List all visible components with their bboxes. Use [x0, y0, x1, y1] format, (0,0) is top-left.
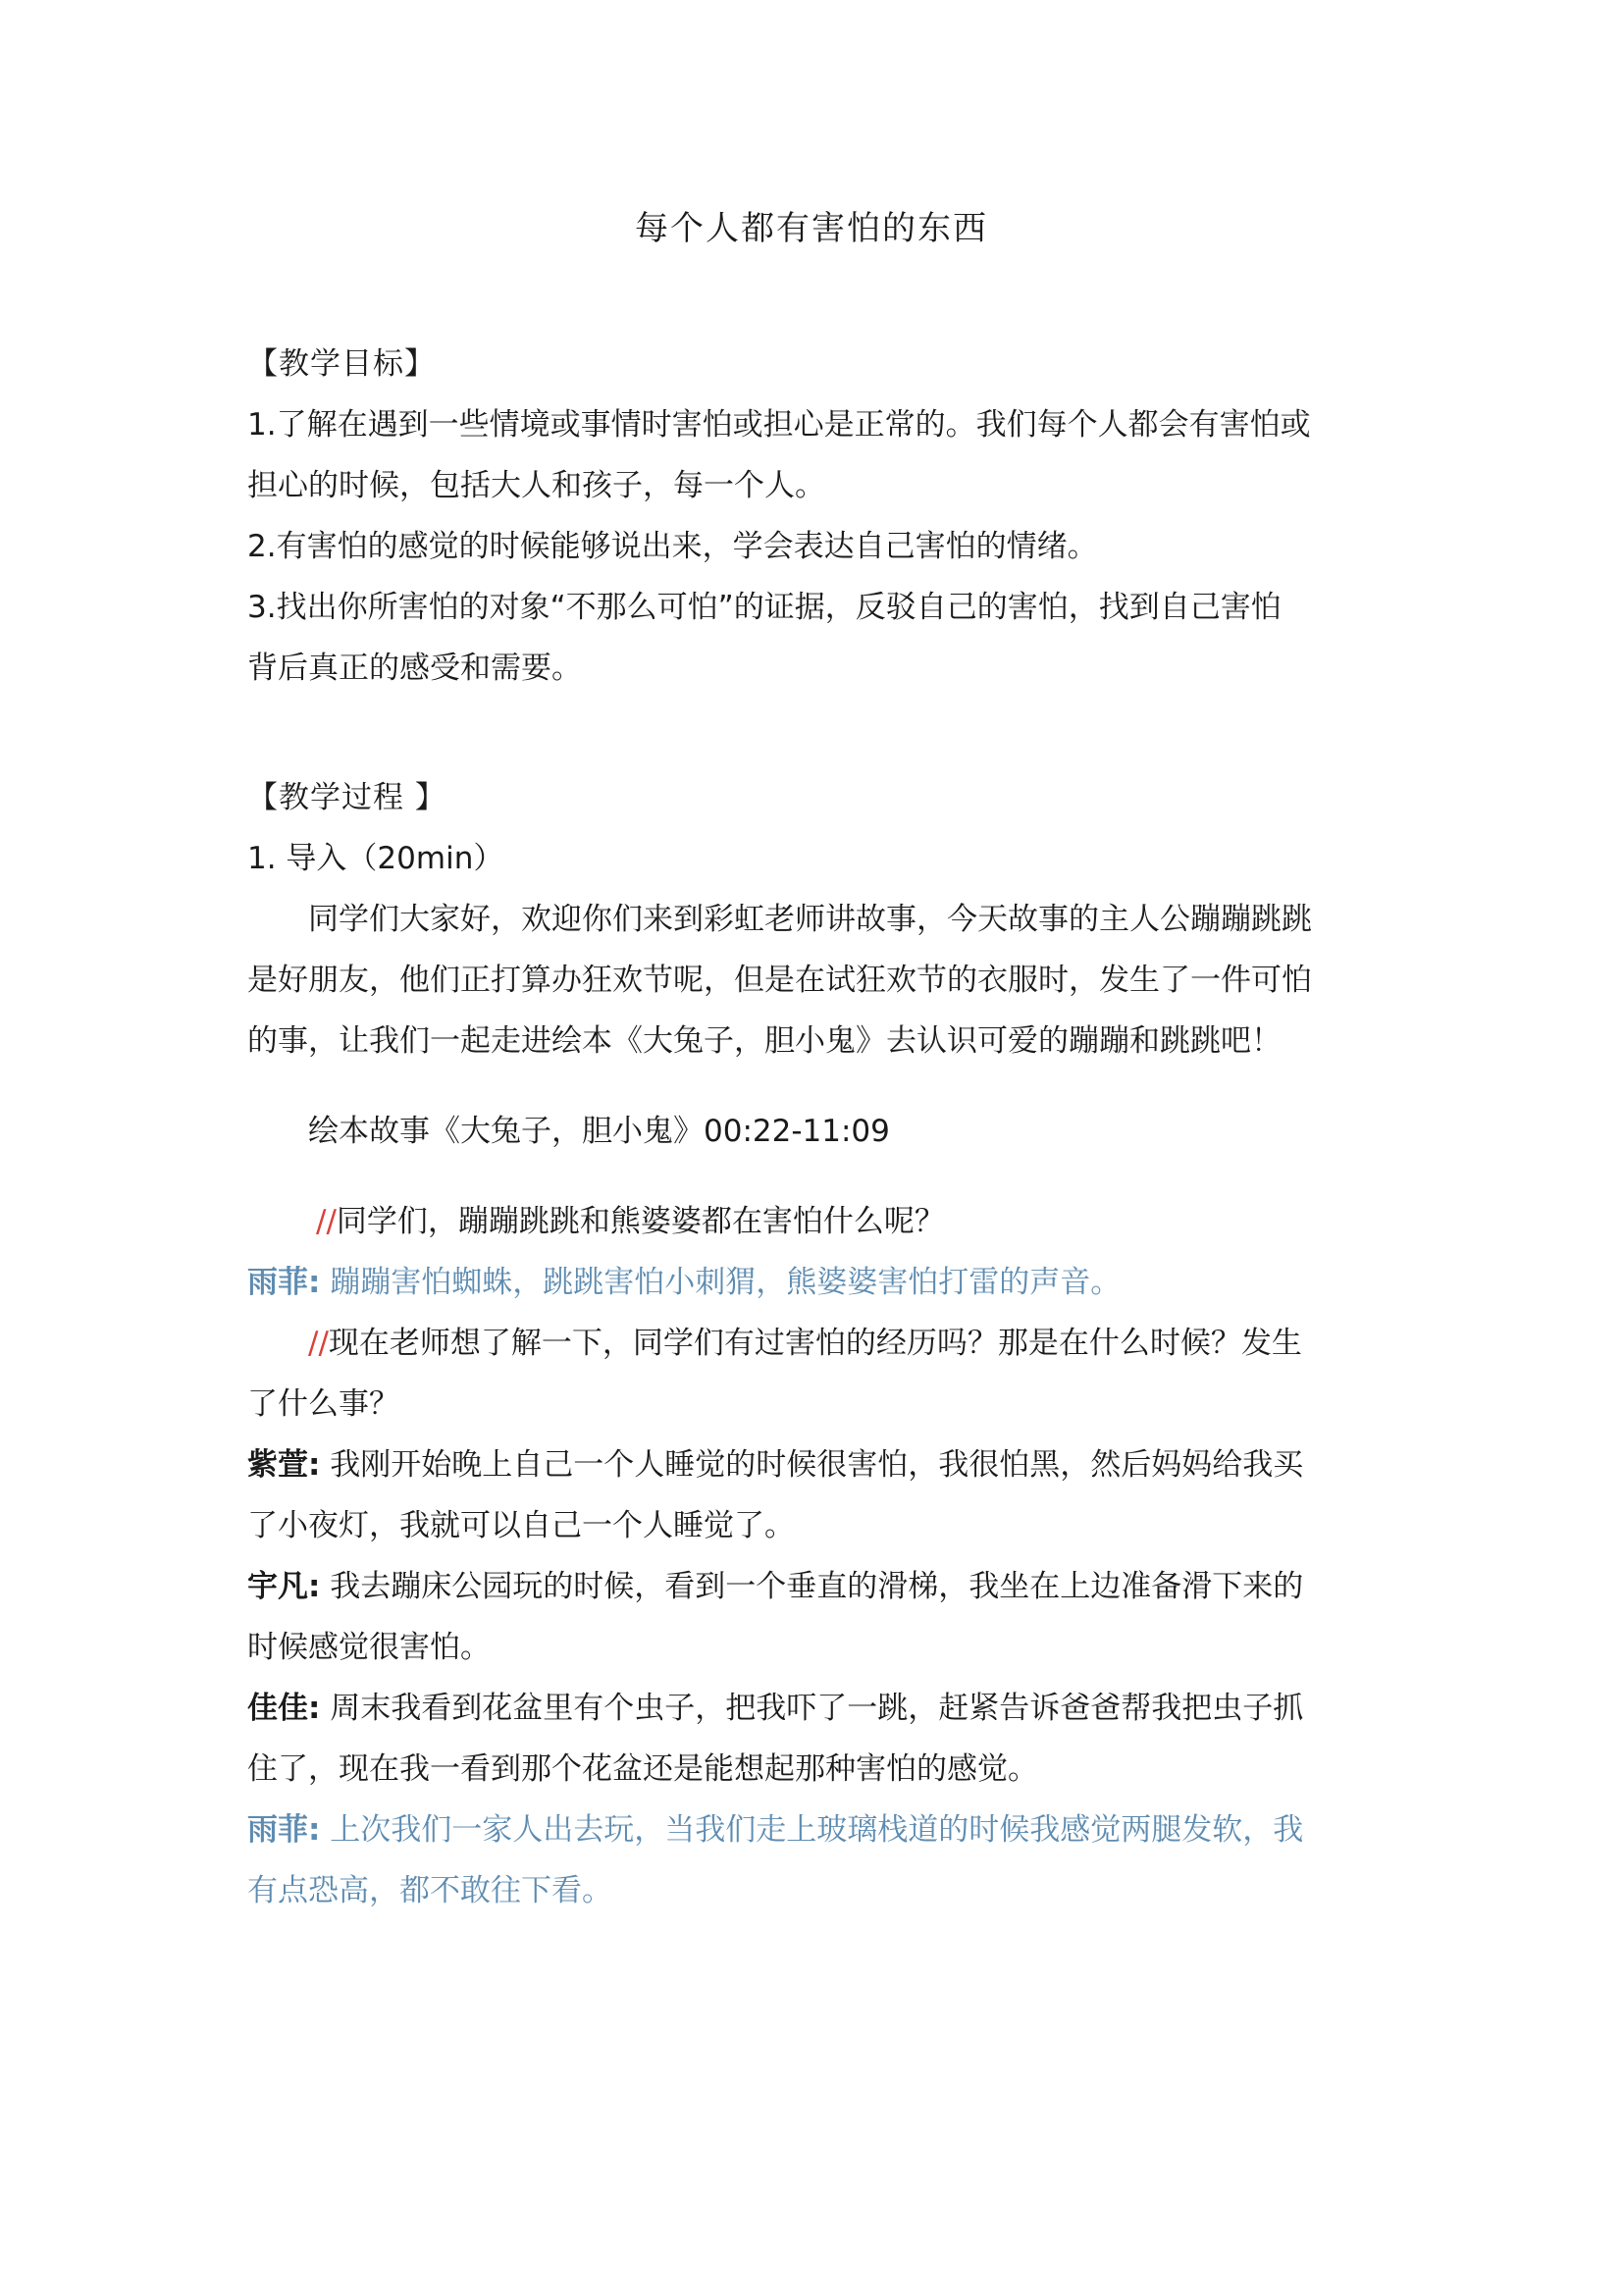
speaker-name: 雨菲:	[247, 1265, 321, 1300]
spacer	[247, 699, 1386, 767]
student-answer-4	[247, 1678, 1386, 1739]
student-answer-3-cont: 时候感觉很害怕。	[247, 1630, 491, 1665]
story-reference: 绘本故事《大兔子，胆小鬼》00:22-11:09	[308, 1114, 890, 1149]
student-answer-1	[247, 1252, 1386, 1313]
teacher-question-2-cont: 了什么事？	[247, 1386, 399, 1422]
speaker-name: 宇凡:	[247, 1569, 321, 1604]
speaker-name: 雨菲:	[247, 1812, 321, 1848]
step-1-title: 1. 导入（20min）	[247, 841, 504, 876]
student-answer-2-cont: 了小夜灯，我就可以自己一个人睡觉了。	[247, 1508, 795, 1543]
objective-line-5: 背后真正的感受和需要。	[247, 651, 582, 686]
answer-text: 蹦蹦害怕蜘蛛，跳跳害怕小刺猬，熊婆婆害怕打雷的声音。	[320, 1265, 1122, 1300]
question-marker: //	[308, 1326, 329, 1361]
answer-text: 我刚开始晚上自己一个人睡觉的时候很害怕，我很怕黑，然后妈妈给我买	[320, 1447, 1304, 1483]
process-heading: 【教学过程 】	[247, 780, 446, 815]
question-marker: //	[316, 1204, 337, 1239]
objectives-heading: 【教学目标】	[247, 346, 436, 382]
student-answer-5	[247, 1800, 1386, 1860]
intro-line-2: 是好朋友，他们正打算办狂欢节呢，但是在试狂欢节的衣服时，发生了一件可怕	[247, 963, 1312, 998]
teacher-question-1	[247, 1191, 1386, 1252]
speaker-name: 紫萱:	[247, 1447, 321, 1483]
answer-text: 上次我们一家人出去玩，当我们走上玻璃栈道的时候我感觉两腿发软，我	[320, 1812, 1304, 1848]
document-body	[247, 334, 1386, 1921]
student-answer-5-cont: 有点恐高，都不敢往下看。	[247, 1873, 612, 1908]
question-text: 同学们，蹦蹦跳跳和熊婆婆都在害怕什么呢？	[336, 1204, 945, 1239]
objective-line-4: 3.找出你所害怕的对象“不那么可怕”的证据，反驳自己的害怕，找到自己害怕	[247, 590, 1282, 625]
speaker-name: 佳佳:	[247, 1691, 321, 1726]
objective-line-2: 担心的时候，包括大人和孩子，每一个人。	[247, 468, 825, 503]
spacer	[247, 1071, 1386, 1101]
student-answer-2	[247, 1435, 1386, 1495]
document-title: 每个人都有害怕的东西	[635, 209, 988, 248]
student-answer-3	[247, 1556, 1386, 1617]
answer-text: 周末我看到花盆里有个虫子，把我吓了一跳，赶紧告诉爸爸帮我把虫子抓	[320, 1691, 1304, 1726]
intro-line-3: 的事，让我们一起走进绘本《大兔子，胆小鬼》去认识可爱的蹦蹦和跳跳吧！	[247, 1023, 1282, 1059]
question-text: 现在老师想了解一下，同学们有过害怕的经历吗？那是在什么时候？发生	[328, 1326, 1302, 1361]
objective-line-3: 2.有害怕的感觉的时候能够说出来，学会表达自己害怕的情绪。	[247, 529, 1098, 564]
student-answer-4-cont: 住了，现在我一看到那个花盆还是能想起那种害怕的感觉。	[247, 1751, 1038, 1787]
teacher-question-2	[247, 1313, 1386, 1374]
intro-line-1: 同学们大家好，欢迎你们来到彩虹老师讲故事，今天故事的主人公蹦蹦跳跳	[308, 902, 1312, 937]
objective-line-1: 1.了解在遇到一些情境或事情时害怕或担心是正常的。我们每个人都会有害怕或	[247, 407, 1311, 443]
spacer	[247, 1162, 1386, 1191]
answer-text: 我去蹦床公园玩的时候，看到一个垂直的滑梯，我坐在上边准备滑下来的	[320, 1569, 1304, 1604]
